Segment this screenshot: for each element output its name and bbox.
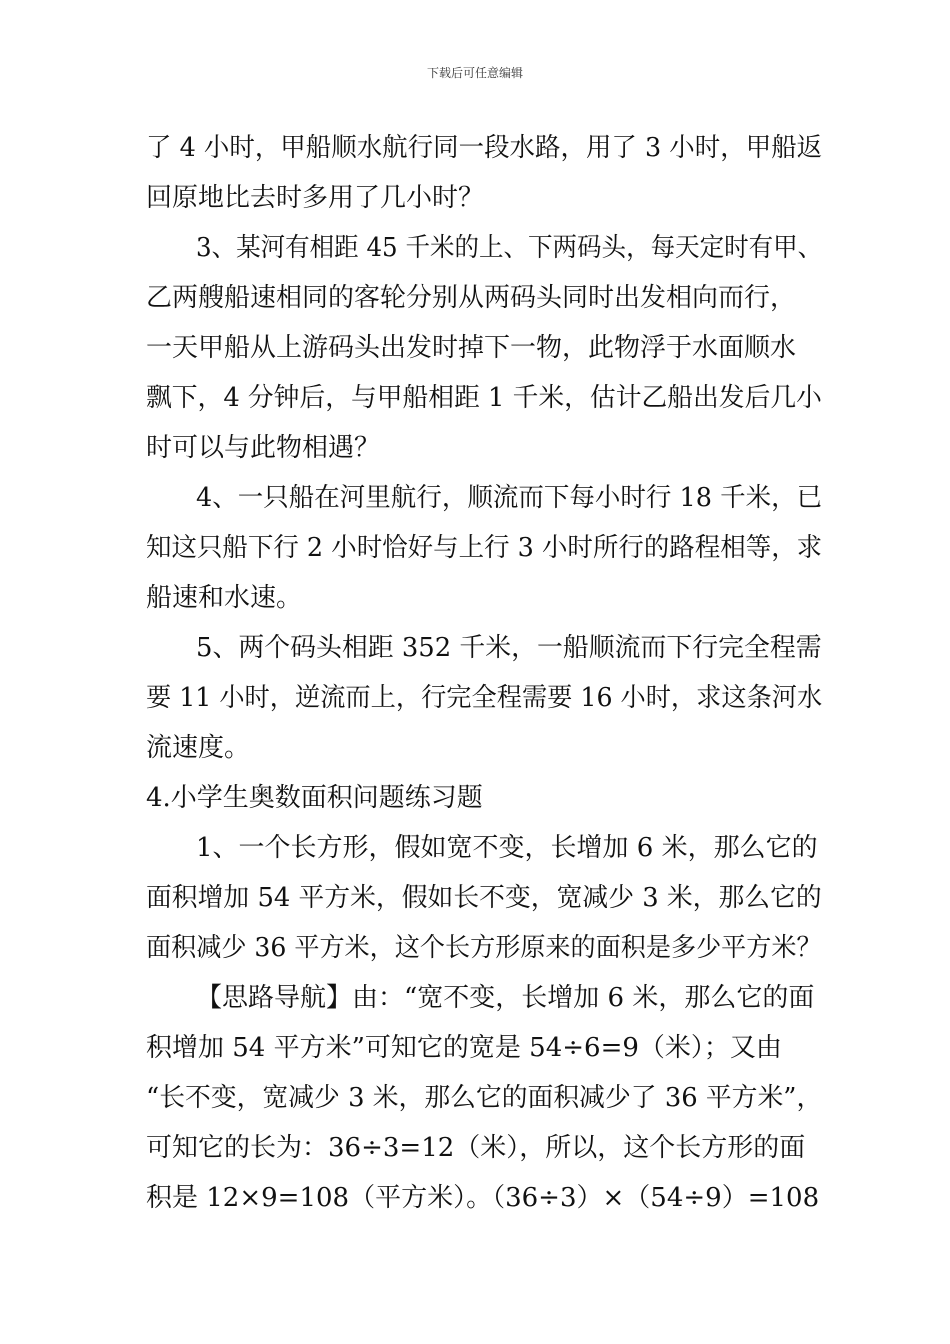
text-line: 飘下，4 分钟后，与甲船相距 1 千米，估计乙船出发后几小 — [146, 383, 822, 413]
page-header: 下载后可任意编辑 — [426, 66, 523, 80]
text-line: 知这只船下行 2 小时恰好与上行 3 小时所行的路程相等，求 — [146, 533, 823, 563]
text-line: 5、两个码头相距 352 千米，一船顺流而下行完全程需 — [196, 633, 822, 663]
text-line: 了 4 小时，甲船顺水航行同一段水路，用了 3 小时，甲船返 — [146, 133, 823, 163]
text-line: 船速和水速。 — [146, 583, 303, 613]
text-line: 时可以与此物相遇？ — [146, 433, 381, 463]
text-line: 【思路导航】由：“宽不变，长增加 6 米，那么它的面 — [196, 983, 815, 1013]
text-line: 回原地比去时多用了几小时？ — [146, 183, 485, 213]
text-line: “长不变，宽减少 3 米，那么它的面积减少了 36 平方米”， — [146, 1083, 823, 1113]
text-line: 流速度。 — [146, 733, 251, 763]
text-line: 要 11 小时，逆流而上，行完全程需要 16 小时，求这条河水 — [146, 683, 823, 713]
text-line: 积增加 54 平方米”可知它的宽是 54÷6=9（米）；又由 — [146, 1033, 782, 1063]
text-line: 4、一只船在河里航行，顺流而下每小时行 18 千米，已 — [196, 483, 823, 513]
text-line: 面积减少 36 平方米，这个长方形原来的面积是多少平方米？ — [146, 933, 822, 963]
text-line: 1、一个长方形，假如宽不变，长增加 6 米，那么它的 — [196, 833, 818, 863]
text-line: 积是 12×9=108（平方米）。（36÷3）×（54÷9）=108 — [146, 1183, 820, 1213]
text-line: 3、某河有相距 45 千米的上、下两码头，每天定时有甲、 — [196, 233, 823, 263]
text-line: 一天甲船从上游码头出发时掉下一物，此物浮于水面顺水 — [146, 333, 797, 363]
text-line: 面积增加 54 平方米，假如长不变，宽减少 3 米，那么它的 — [146, 883, 822, 913]
section-heading: 4.小学生奥数面积问题练习题 — [146, 783, 483, 813]
text-line: 可知它的长为：36÷3=12（米），所以，这个长方形的面 — [146, 1133, 806, 1163]
text-line: 乙两艘船速相同的客轮分别从两码头同时出发相向而行， — [146, 283, 797, 313]
